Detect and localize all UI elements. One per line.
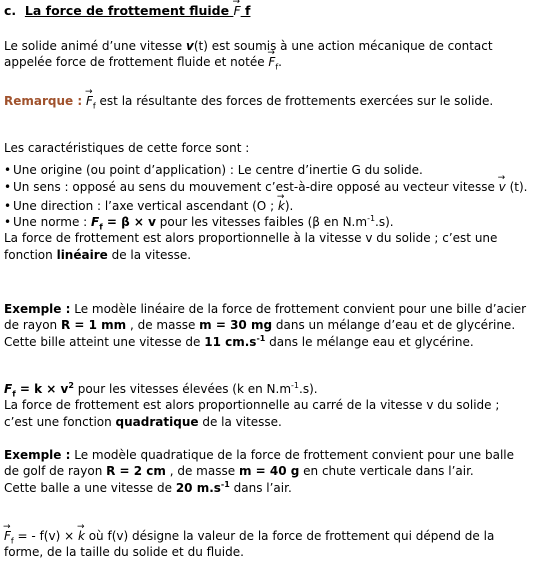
remark-paragraph	[4, 93, 529, 109]
heading-prefix: c.	[4, 3, 17, 18]
char-direction	[4, 195, 529, 214]
quadratic-equation: = k × v	[15, 382, 69, 396]
intro-vector-f: → F	[268, 54, 275, 70]
example2-radius: R = 2 cm	[106, 464, 166, 479]
example2-mass: m = 40 g	[238, 464, 300, 479]
example2-speed-sup: -1	[220, 479, 230, 489]
char-sense-text-2: (t).	[505, 179, 528, 194]
example1-mass: m = 30 mg	[199, 318, 273, 333]
quadratic-sub: f	[12, 389, 16, 399]
remark-sub-f: f	[92, 101, 96, 111]
bullet-icon: •	[4, 179, 12, 194]
heading-suffix: f	[245, 3, 251, 18]
char-origin-text: Une origine (ou point d’application) : Le centre d’inertie G du solide.	[13, 163, 423, 178]
example1-text-2: , de masse	[126, 318, 200, 333]
final-text-1: = - f(v) ×	[13, 529, 78, 543]
heading-title	[25, 3, 251, 18]
quadratic-bold: quadratique	[115, 414, 199, 429]
quadratic-text-4: de la vitesse.	[198, 414, 282, 429]
example1-text-3: dans un mélange d’eau et de glycérine.	[272, 318, 516, 333]
quadratic-unit-sup: -1	[291, 381, 300, 390]
char-norm-text-1: Une norme :	[13, 215, 91, 230]
example2-speed: 20 m.s	[175, 480, 221, 495]
example1-label: Exemple :	[4, 302, 71, 316]
intro-text-2: (t) est soumis à une action mécanique de contact appelée force de frottement fluide et notée	[4, 39, 493, 70]
characteristics-block	[4, 140, 529, 263]
char-direction-vector-k: → k	[278, 198, 285, 214]
char-norm-f: F	[91, 215, 100, 230]
final-sub-f: f	[10, 536, 14, 546]
final-vector-k: → k	[78, 528, 85, 544]
example1-text-4: Cette bille atteint une vitesse de	[4, 334, 205, 349]
example1-radius: R = 1 mm	[60, 318, 127, 333]
final-text-2: où f(v) désigne la valeur de la force de frottement qui dépend de la forme, de la taille du solide et du fluide.	[4, 529, 495, 560]
example2-text-1: Le modèle quadratique de la force de frottement convient pour une balle de golf de rayon	[4, 448, 515, 479]
quadratic-paragraph	[4, 381, 529, 430]
quadratic-text-1: pour les vitesses élevées (k en N.m	[73, 382, 292, 396]
char-direction-text-1: Une direction : l’axe vertical ascendant (O ;	[13, 198, 278, 213]
heading-title-text: La force de frottement fluide	[24, 3, 230, 18]
char-norm-sup: -1	[367, 214, 376, 224]
char-norm-sub: f	[99, 222, 103, 232]
example1-text-5: dans le mélange eau et glycérine.	[265, 334, 474, 349]
char-linear	[4, 230, 529, 263]
char-linear-text-2: de la vitesse.	[107, 247, 192, 262]
intro-text-3: .	[278, 55, 282, 70]
char-norm-equation: = β × v	[102, 215, 156, 230]
char-norm-text-3: .s).	[375, 215, 394, 230]
quadratic-text-3: La force de frottement est alors proportionnelle au carré de la vitesse v du solide ; c’est une fonction	[4, 398, 500, 429]
remark-vector-f: → F	[86, 93, 93, 109]
bullet-icon: •	[4, 163, 12, 178]
example2-text-5: dans l’air.	[229, 480, 292, 495]
quadratic-f: F	[4, 382, 13, 396]
example2-text-3: en chute verticale dans l’air.	[299, 464, 474, 479]
remark-text: est la résultante des forces de frottements exercées sur le solide.	[95, 94, 494, 108]
example1-paragraph	[4, 301, 529, 350]
char-sense-vector-v: → v	[499, 179, 506, 195]
char-norm	[4, 214, 529, 230]
example1-text-1: Le modèle linéaire de la force de frottement convient pour une bille d’acier de rayon	[4, 302, 527, 333]
section-heading	[4, 3, 529, 19]
final-paragraph	[4, 528, 529, 561]
example2-text-4: Cette balle a une vitesse de	[4, 480, 176, 495]
char-sense	[4, 179, 529, 195]
char-linear-bold: linéaire	[56, 247, 108, 262]
char-direction-text-2: ).	[284, 198, 294, 213]
char-sense-text-1: Un sens : opposé au sens du mouvement c’est-à-dire opposé au vecteur vitesse	[13, 179, 499, 194]
example1-speed: 11 cm.s	[204, 334, 257, 349]
intro-v: v	[186, 39, 194, 53]
characteristics-title: Les caractéristiques de cette force sont :	[4, 141, 250, 155]
final-vector-f: → F	[4, 528, 11, 544]
char-origin	[4, 162, 529, 178]
intro-sub-f: f	[275, 62, 279, 72]
bullet-icon: •	[4, 215, 12, 230]
bullet-icon: •	[4, 198, 12, 213]
example2-paragraph	[4, 447, 529, 496]
intro-paragraph	[4, 38, 529, 71]
intro-text-1: Le solide animé d’une vitesse	[4, 39, 186, 53]
example1-speed-sup: -1	[256, 333, 266, 343]
heading-vector-f: → F	[233, 3, 240, 19]
quadratic-sup: 2	[68, 381, 74, 390]
quadratic-text-2: .s).	[299, 382, 318, 396]
char-linear-text-1: La force de frottement est alors proportionnelle à la vitesse v du solide ; c’est une fonction	[4, 231, 498, 262]
example2-label: Exemple :	[4, 448, 71, 462]
char-norm-text-2: pour les vitesses faibles (β en N.m	[155, 215, 368, 230]
example2-text-2: , de masse	[165, 464, 239, 479]
remark-label: Remarque :	[4, 94, 83, 108]
